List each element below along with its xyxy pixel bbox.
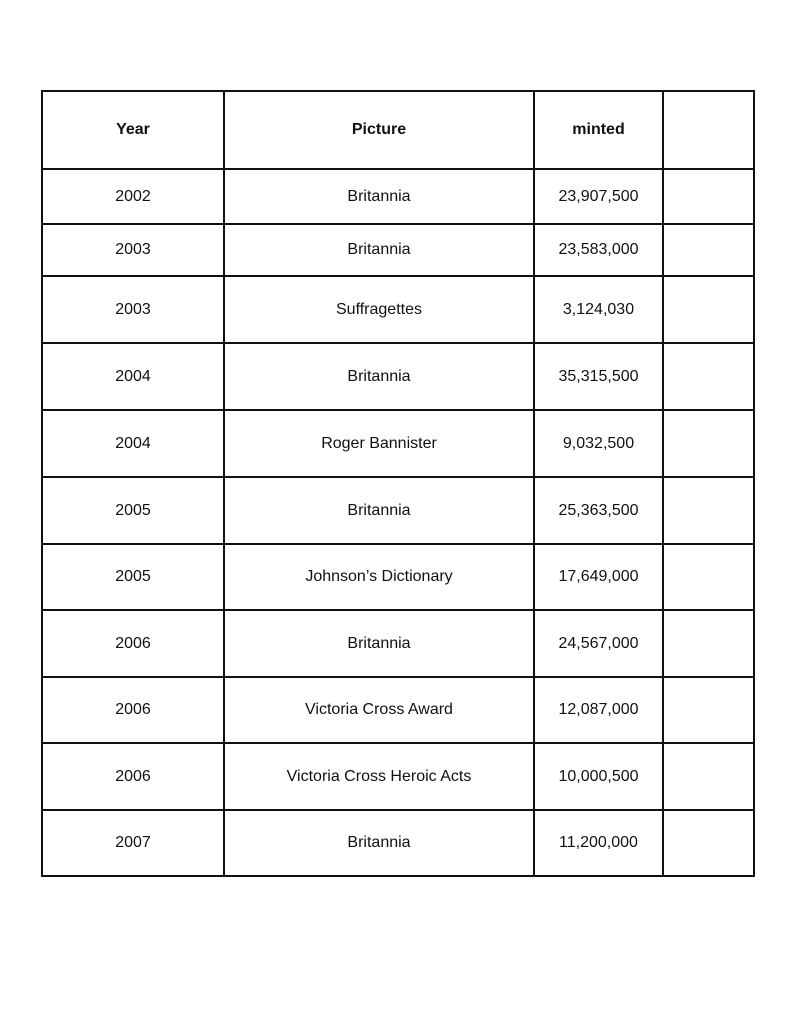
header-picture: Picture	[224, 91, 534, 169]
cell-minted: 10,000,500	[534, 743, 663, 810]
cell-extra	[663, 544, 754, 610]
cell-year: 2005	[42, 477, 224, 544]
cell-minted: 24,567,000	[534, 610, 663, 677]
cell-picture: Britannia	[224, 477, 534, 544]
cell-year: 2004	[42, 343, 224, 410]
coin-mintage-table	[41, 90, 755, 877]
cell-minted: 11,200,000	[534, 810, 663, 876]
table-row	[42, 343, 754, 410]
cell-picture: Britannia	[224, 343, 534, 410]
cell-minted: 25,363,500	[534, 477, 663, 544]
cell-picture: Britannia	[224, 610, 534, 677]
table-row	[42, 610, 754, 677]
table-row	[42, 224, 754, 276]
header-year: Year	[42, 91, 224, 169]
cell-year: 2006	[42, 743, 224, 810]
cell-minted: 3,124,030	[534, 276, 663, 343]
table-row	[42, 743, 754, 810]
cell-picture: Roger Bannister	[224, 410, 534, 477]
cell-picture: Johnson’s Dictionary	[224, 544, 534, 610]
header-minted: minted	[534, 91, 663, 169]
cell-extra	[663, 343, 754, 410]
cell-picture: Victoria Cross Heroic Acts	[224, 743, 534, 810]
table-row	[42, 677, 754, 743]
table-row	[42, 544, 754, 610]
cell-extra	[663, 224, 754, 276]
cell-extra	[663, 410, 754, 477]
cell-year: 2004	[42, 410, 224, 477]
cell-year: 2007	[42, 810, 224, 876]
table-row	[42, 410, 754, 477]
table-row	[42, 276, 754, 343]
cell-picture: Victoria Cross Award	[224, 677, 534, 743]
cell-minted: 9,032,500	[534, 410, 663, 477]
cell-extra	[663, 276, 754, 343]
cell-extra	[663, 477, 754, 544]
cell-minted: 12,087,000	[534, 677, 663, 743]
cell-minted: 35,315,500	[534, 343, 663, 410]
cell-extra	[663, 169, 754, 224]
cell-minted: 23,583,000	[534, 224, 663, 276]
cell-minted: 17,649,000	[534, 544, 663, 610]
cell-minted: 23,907,500	[534, 169, 663, 224]
cell-picture: Britannia	[224, 169, 534, 224]
cell-year: 2006	[42, 677, 224, 743]
cell-year: 2002	[42, 169, 224, 224]
cell-picture: Suffragettes	[224, 276, 534, 343]
cell-year: 2003	[42, 276, 224, 343]
header-extra	[663, 91, 754, 169]
cell-extra	[663, 677, 754, 743]
cell-extra	[663, 810, 754, 876]
table-header-row	[42, 91, 754, 169]
table-row	[42, 477, 754, 544]
cell-year: 2006	[42, 610, 224, 677]
table-row	[42, 810, 754, 876]
cell-extra	[663, 610, 754, 677]
cell-picture: Britannia	[224, 810, 534, 876]
cell-extra	[663, 743, 754, 810]
cell-picture: Britannia	[224, 224, 534, 276]
table-row	[42, 169, 754, 224]
cell-year: 2005	[42, 544, 224, 610]
cell-year: 2003	[42, 224, 224, 276]
